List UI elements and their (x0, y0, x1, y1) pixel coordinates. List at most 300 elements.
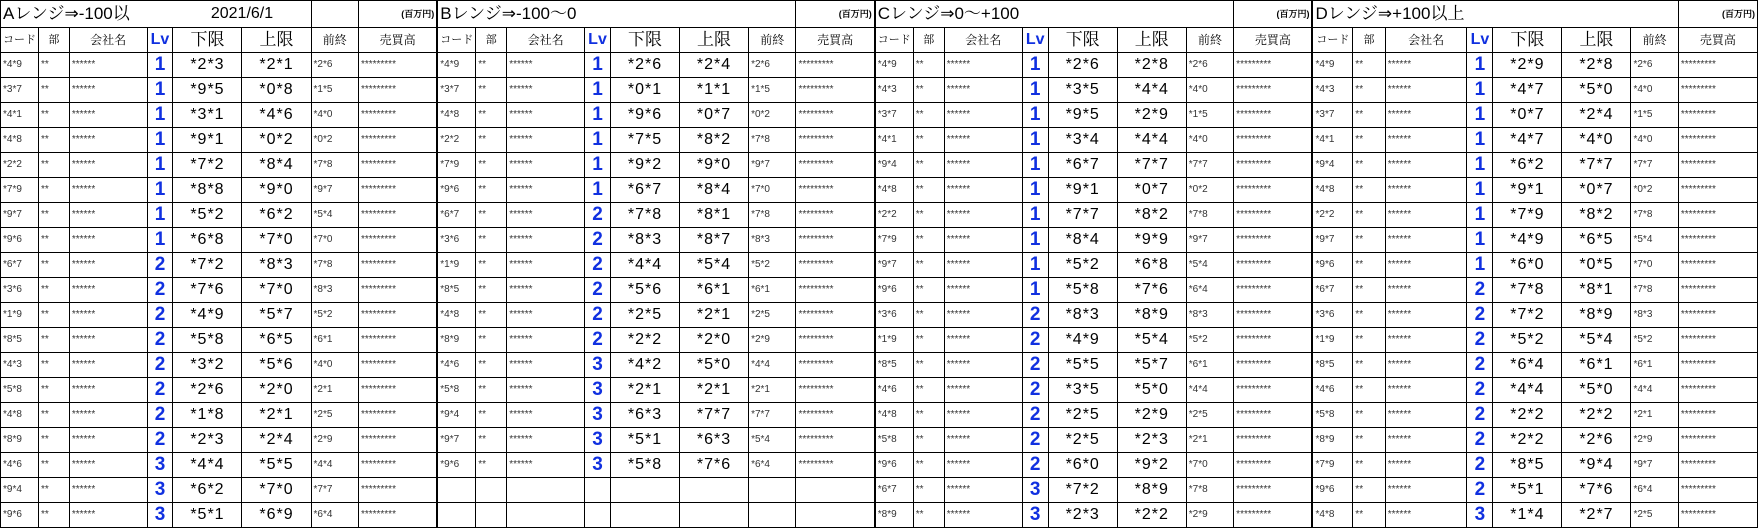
lv-cell: 2 (1022, 378, 1048, 403)
lower-cell: *7*2 (1048, 478, 1117, 503)
bu-cell: ** (476, 303, 507, 328)
code-cell: *1*9 (1, 303, 39, 328)
code-cell: *2*2 (437, 128, 476, 153)
header-sales: 売買高 (358, 28, 437, 53)
lv-cell: 3 (585, 378, 611, 403)
lower-cell: *2*5 (1048, 428, 1117, 453)
code-cell: *4*3 (875, 78, 914, 103)
sales-cell (796, 503, 875, 528)
company-name-cell: ****** (507, 228, 585, 253)
prev-close-cell: *1*5 (311, 78, 358, 103)
sales-cell: ********* (358, 153, 437, 178)
table-row (1, 153, 1758, 178)
table-row (1, 78, 1758, 103)
code-cell: *1*9 (875, 328, 914, 353)
upper-cell: *2*1 (242, 53, 311, 78)
lv-cell: 3 (585, 453, 611, 478)
title-blank (1631, 1, 1678, 28)
company-name-cell: ****** (507, 403, 585, 428)
lower-cell: *2*3 (173, 53, 242, 78)
lv-cell: 1 (147, 128, 173, 153)
company-name-cell: ****** (507, 103, 585, 128)
company-name-cell: ****** (69, 253, 147, 278)
header-lower: 下限 (173, 28, 242, 53)
code-cell: *8*9 (1, 428, 39, 453)
prev-close-cell: *2*1 (749, 378, 796, 403)
bu-cell: ** (913, 478, 944, 503)
company-name-cell: ****** (1385, 253, 1467, 278)
lower-cell: *5*2 (173, 203, 242, 228)
lower-cell: *4*9 (1493, 228, 1562, 253)
upper-cell (680, 503, 749, 528)
sales-cell: ********* (358, 128, 437, 153)
company-name-cell: ****** (507, 353, 585, 378)
bu-cell: ** (913, 253, 944, 278)
lower-cell: *1*4 (1493, 503, 1562, 528)
lower-cell: *0*1 (610, 78, 679, 103)
company-name-cell: ****** (944, 153, 1022, 178)
lv-cell: 2 (147, 253, 173, 278)
company-name-cell: ****** (69, 428, 147, 453)
lower-cell: *7*2 (1493, 303, 1562, 328)
sales-cell: ********* (796, 403, 875, 428)
bu-cell: ** (913, 78, 944, 103)
company-name-cell: ****** (944, 403, 1022, 428)
section-title: Bレンジ⇒-100～0 (437, 1, 584, 28)
upper-cell: *4*0 (1562, 128, 1631, 153)
company-name-cell: ****** (69, 278, 147, 303)
sales-cell: ********* (358, 178, 437, 203)
lower-cell: *7*6 (173, 278, 242, 303)
code-cell: *4*8 (1312, 503, 1352, 528)
upper-cell: *0*7 (680, 103, 749, 128)
code-cell: *5*8 (875, 428, 914, 453)
prev-close-cell: *2*6 (749, 53, 796, 78)
lv-cell: 1 (1022, 278, 1048, 303)
bu-cell: ** (476, 353, 507, 378)
prev-close-cell: *5*2 (749, 253, 796, 278)
lower-cell: *2*5 (1048, 403, 1117, 428)
lv-cell: 1 (147, 53, 173, 78)
bu-cell: ** (913, 203, 944, 228)
code-cell: *9*6 (1, 503, 39, 528)
prev-close-cell: *0*2 (311, 128, 358, 153)
table-row (1, 328, 1758, 353)
prev-close-cell: *7*8 (311, 153, 358, 178)
prev-close-cell: *2*1 (311, 378, 358, 403)
lv-cell: 1 (1022, 178, 1048, 203)
lv-cell: 1 (1022, 228, 1048, 253)
company-name-cell: ****** (69, 328, 147, 353)
bu-cell: ** (476, 378, 507, 403)
sales-cell: ********* (796, 328, 875, 353)
prev-close-cell: *0*2 (749, 103, 796, 128)
prev-close-cell: *7*0 (1186, 453, 1233, 478)
sales-cell: ********* (796, 428, 875, 453)
code-cell: *4*8 (875, 178, 914, 203)
upper-cell: *5*0 (1562, 378, 1631, 403)
lower-cell: *6*2 (1493, 153, 1562, 178)
bu-cell: ** (476, 78, 507, 103)
prev-close-cell: *9*7 (311, 178, 358, 203)
prev-close-cell: *6*1 (1631, 353, 1678, 378)
company-name-cell: ****** (1385, 228, 1467, 253)
upper-cell: *8*4 (680, 178, 749, 203)
prev-close-cell: *2*9 (1631, 428, 1678, 453)
lower-cell: *7*7 (1048, 203, 1117, 228)
sales-cell: ********* (358, 303, 437, 328)
bu-cell: ** (476, 203, 507, 228)
bu-cell: ** (476, 453, 507, 478)
prev-close-cell (749, 478, 796, 503)
bu-cell (476, 478, 507, 503)
company-name-cell: ****** (1385, 178, 1467, 203)
code-cell: *5*8 (437, 378, 476, 403)
code-cell: *6*7 (1312, 278, 1352, 303)
company-name-cell: ****** (69, 478, 147, 503)
lower-cell: *2*2 (1493, 403, 1562, 428)
sales-cell: ********* (796, 378, 875, 403)
code-cell: *4*8 (1, 403, 39, 428)
prev-close-cell: *7*7 (1186, 153, 1233, 178)
code-cell: *4*8 (875, 403, 914, 428)
code-cell: *7*9 (875, 228, 914, 253)
prev-close-cell: *9*7 (1631, 453, 1678, 478)
header-sales: 売買高 (1234, 28, 1313, 53)
header-prev: 前終 (311, 28, 358, 53)
table-row (1, 253, 1758, 278)
lv-cell: 1 (1022, 128, 1048, 153)
sales-cell: ********* (1234, 503, 1313, 528)
upper-cell: *5*7 (1117, 353, 1186, 378)
company-name-cell: ****** (1385, 378, 1467, 403)
upper-cell: *4*4 (1117, 78, 1186, 103)
bu-cell: ** (476, 428, 507, 453)
upper-cell: *2*0 (242, 378, 311, 403)
sales-cell: ********* (358, 403, 437, 428)
upper-cell: *5*5 (242, 453, 311, 478)
table-row (1, 503, 1758, 528)
upper-cell: *8*4 (242, 153, 311, 178)
sales-cell: ********* (796, 53, 875, 78)
upper-cell: *5*0 (680, 353, 749, 378)
bu-cell: ** (1353, 153, 1385, 178)
company-name-cell: ****** (507, 453, 585, 478)
lower-cell: *8*3 (1048, 303, 1117, 328)
company-name-cell: ****** (507, 328, 585, 353)
lower-cell: *5*8 (610, 453, 679, 478)
bu-cell: ** (39, 78, 70, 103)
lv-cell: 1 (147, 203, 173, 228)
upper-cell: *2*9 (1117, 403, 1186, 428)
upper-cell: *6*5 (242, 328, 311, 353)
bu-cell: ** (913, 503, 944, 528)
bu-cell: ** (39, 378, 70, 403)
prev-close-cell: *6*4 (1186, 278, 1233, 303)
lower-cell: *2*2 (1493, 428, 1562, 453)
lv-cell: 3 (147, 503, 173, 528)
lower-cell: *9*5 (1048, 103, 1117, 128)
lower-cell: *3*2 (173, 353, 242, 378)
code-cell: *4*9 (1, 53, 39, 78)
code-cell: *8*5 (1, 328, 39, 353)
prev-close-cell: *5*2 (1186, 328, 1233, 353)
upper-cell: *5*0 (1562, 78, 1631, 103)
table-row (1, 103, 1758, 128)
bu-cell: ** (39, 428, 70, 453)
code-cell: *2*2 (1, 153, 39, 178)
bu-cell: ** (1353, 78, 1385, 103)
sales-cell: ********* (1234, 453, 1313, 478)
code-cell (437, 503, 476, 528)
prev-close-cell: *1*5 (1631, 103, 1678, 128)
prev-close-cell: *7*8 (1186, 203, 1233, 228)
prev-close-cell: *4*0 (1186, 78, 1233, 103)
lv-cell: 3 (1467, 503, 1493, 528)
bu-cell: ** (1353, 303, 1385, 328)
prev-close-cell: *4*4 (1186, 378, 1233, 403)
prev-close-cell: *2*6 (311, 53, 358, 78)
code-cell: *6*7 (875, 478, 914, 503)
bu-cell: ** (1353, 453, 1385, 478)
bu-cell: ** (476, 53, 507, 78)
lv-cell: 2 (585, 328, 611, 353)
upper-cell: *9*9 (1117, 228, 1186, 253)
upper-cell: *5*0 (1117, 378, 1186, 403)
company-name-cell: ****** (1385, 303, 1467, 328)
prev-close-cell: *4*0 (311, 103, 358, 128)
lv-cell: 2 (585, 278, 611, 303)
sales-cell: ********* (796, 128, 875, 153)
company-name-cell: ****** (944, 53, 1022, 78)
sales-cell: ********* (1678, 103, 1757, 128)
company-name-cell: ****** (69, 78, 147, 103)
code-cell: *3*6 (437, 228, 476, 253)
lv-cell: 1 (585, 128, 611, 153)
lower-cell: *2*3 (1048, 503, 1117, 528)
header-prev: 前終 (749, 28, 796, 53)
code-cell: *9*4 (875, 153, 914, 178)
prev-close-cell: *5*4 (311, 203, 358, 228)
upper-cell: *1*1 (680, 78, 749, 103)
sales-cell: ********* (1678, 178, 1757, 203)
header-upper: 上限 (1562, 28, 1631, 53)
bu-cell: ** (39, 478, 70, 503)
sales-cell: ********* (796, 228, 875, 253)
prev-close-cell: *2*6 (1186, 53, 1233, 78)
upper-cell: *2*1 (242, 403, 311, 428)
lower-cell: *5*2 (1048, 253, 1117, 278)
sales-cell: ********* (1234, 228, 1313, 253)
lower-cell: *0*7 (1493, 103, 1562, 128)
header-code: コード (1312, 28, 1352, 53)
lv-cell: 1 (585, 153, 611, 178)
company-name-cell: ****** (507, 253, 585, 278)
sales-cell: ********* (1234, 253, 1313, 278)
lv-cell: 1 (1467, 228, 1493, 253)
report-date: 2021/6/1 (173, 1, 311, 28)
sales-cell: ********* (1678, 378, 1757, 403)
title-blank (1186, 1, 1233, 28)
lower-cell: *4*7 (1493, 128, 1562, 153)
prev-close-cell: *2*1 (1631, 403, 1678, 428)
code-cell: *9*7 (1, 203, 39, 228)
lv-cell: 2 (147, 303, 173, 328)
lv-cell: 1 (1022, 253, 1048, 278)
bu-cell: ** (913, 303, 944, 328)
lower-cell: *1*8 (173, 403, 242, 428)
prev-close-cell: *2*5 (311, 403, 358, 428)
upper-cell: *5*4 (680, 253, 749, 278)
header-upper: 上限 (680, 28, 749, 53)
upper-cell: *6*9 (242, 503, 311, 528)
company-name-cell: ****** (507, 278, 585, 303)
lv-cell: 3 (1022, 503, 1048, 528)
bu-cell: ** (1353, 253, 1385, 278)
company-name-cell: ****** (944, 203, 1022, 228)
prev-close-cell: *5*4 (1631, 228, 1678, 253)
lv-cell: 2 (585, 203, 611, 228)
lv-cell: 2 (1467, 353, 1493, 378)
upper-cell: *0*8 (242, 78, 311, 103)
lv-cell: 2 (1022, 403, 1048, 428)
prev-close-cell: *7*7 (311, 478, 358, 503)
lv-cell: 2 (1467, 478, 1493, 503)
lower-cell: *5*8 (173, 328, 242, 353)
sales-cell: ********* (358, 378, 437, 403)
lv-cell: 1 (147, 228, 173, 253)
upper-cell: *8*9 (1117, 303, 1186, 328)
lv-cell: 3 (147, 453, 173, 478)
company-name-cell: ****** (1385, 403, 1467, 428)
upper-cell: *9*2 (1117, 453, 1186, 478)
sales-cell: ********* (358, 353, 437, 378)
prev-close-cell: *5*4 (749, 428, 796, 453)
lv-cell: 2 (1022, 428, 1048, 453)
lv-cell: 2 (1022, 353, 1048, 378)
sales-cell: ********* (358, 103, 437, 128)
code-cell: *4*6 (1312, 378, 1352, 403)
lv-cell: 1 (1467, 178, 1493, 203)
code-cell: *4*9 (437, 53, 476, 78)
code-cell: *3*7 (875, 103, 914, 128)
lower-cell: *3*5 (1048, 78, 1117, 103)
lower-cell: *9*1 (1493, 178, 1562, 203)
upper-cell: *2*8 (1562, 53, 1631, 78)
upper-cell: *8*9 (1562, 303, 1631, 328)
upper-cell: *2*3 (1117, 428, 1186, 453)
lower-cell (610, 478, 679, 503)
lower-cell: *4*4 (1493, 378, 1562, 403)
prev-close-cell: *4*4 (749, 353, 796, 378)
bu-cell: ** (476, 253, 507, 278)
bu-cell: ** (913, 328, 944, 353)
sales-cell: ********* (796, 278, 875, 303)
prev-close-cell: *6*4 (749, 453, 796, 478)
sales-cell: ********* (358, 228, 437, 253)
upper-cell: *5*4 (1117, 328, 1186, 353)
upper-cell: *7*7 (1117, 153, 1186, 178)
code-cell: *9*6 (437, 453, 476, 478)
prev-close-cell: *6*1 (311, 328, 358, 353)
sales-cell: ********* (358, 478, 437, 503)
bu-cell: ** (39, 53, 70, 78)
bu-cell: ** (913, 178, 944, 203)
lower-cell: *4*7 (1493, 78, 1562, 103)
prev-close-cell: *0*2 (1631, 178, 1678, 203)
upper-cell: *7*7 (680, 403, 749, 428)
lower-cell: *2*3 (173, 428, 242, 453)
header-sales: 売買高 (1678, 28, 1757, 53)
company-name-cell: ****** (944, 303, 1022, 328)
prev-close-cell: *4*0 (1186, 128, 1233, 153)
prev-close-cell: *7*8 (749, 203, 796, 228)
sales-cell: ********* (796, 203, 875, 228)
bu-cell: ** (39, 403, 70, 428)
code-cell: *4*9 (875, 53, 914, 78)
company-name-cell: ****** (1385, 328, 1467, 353)
lv-cell: 1 (585, 78, 611, 103)
lv-cell: 3 (585, 428, 611, 453)
bu-cell: ** (476, 328, 507, 353)
prev-close-cell: *5*4 (1186, 253, 1233, 278)
sales-cell: ********* (1234, 178, 1313, 203)
sales-cell: ********* (1678, 503, 1757, 528)
code-cell: *4*1 (1312, 128, 1352, 153)
code-cell: *4*6 (1, 453, 39, 478)
sales-cell (796, 478, 875, 503)
header-lower: 下限 (1493, 28, 1562, 53)
table-row (1, 478, 1758, 503)
lv-cell: 1 (585, 103, 611, 128)
sales-cell: ********* (1678, 403, 1757, 428)
prev-close-cell: *2*6 (1631, 53, 1678, 78)
code-cell: *9*4 (437, 403, 476, 428)
prev-close-cell: *2*5 (1186, 403, 1233, 428)
sales-cell: ********* (796, 153, 875, 178)
company-name-cell: ****** (944, 478, 1022, 503)
section-title: Cレンジ⇒0～+100 (875, 1, 1022, 28)
upper-cell: *2*4 (1562, 103, 1631, 128)
company-name-cell (507, 478, 585, 503)
bu-cell: ** (913, 278, 944, 303)
sales-cell: ********* (1234, 128, 1313, 153)
header-bu: 部 (913, 28, 944, 53)
code-cell: *4*8 (1312, 178, 1352, 203)
code-cell: *4*1 (1, 103, 39, 128)
company-name-cell: ****** (944, 253, 1022, 278)
code-cell: *3*7 (437, 78, 476, 103)
code-cell: *8*9 (1312, 428, 1352, 453)
upper-cell: *8*1 (680, 203, 749, 228)
bu-cell: ** (39, 228, 70, 253)
lv-cell: 1 (1022, 78, 1048, 103)
sales-cell: ********* (1678, 128, 1757, 153)
bu-cell: ** (1353, 378, 1385, 403)
code-cell: *4*8 (1, 128, 39, 153)
code-cell: *5*8 (1, 378, 39, 403)
prev-close-cell: *4*4 (1631, 378, 1678, 403)
prev-close-cell: *5*2 (1631, 328, 1678, 353)
upper-cell: *7*7 (1562, 153, 1631, 178)
upper-cell: *2*1 (680, 378, 749, 403)
lower-cell: *5*2 (1493, 328, 1562, 353)
sales-cell: ********* (1678, 478, 1757, 503)
company-name-cell: ****** (1385, 503, 1467, 528)
bu-cell: ** (39, 178, 70, 203)
code-cell: *1*9 (437, 253, 476, 278)
lower-cell: *7*2 (173, 253, 242, 278)
